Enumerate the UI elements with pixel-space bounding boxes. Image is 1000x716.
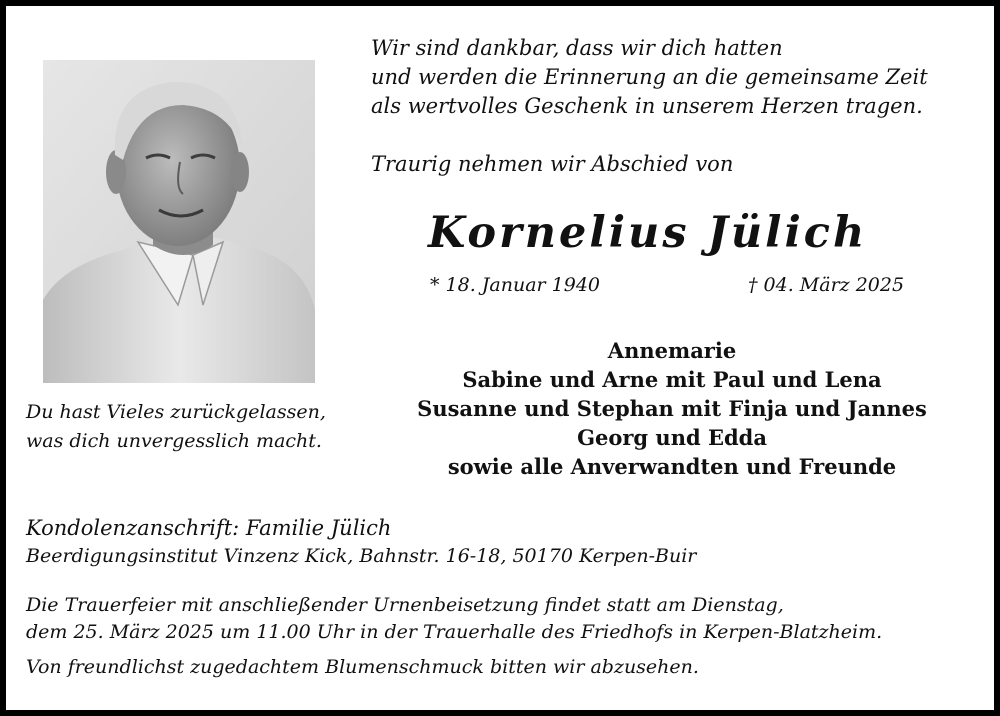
mourner-line: Susanne und Stephan mit Finja und Jannes — [417, 396, 927, 421]
mourners-list — [372, 336, 972, 481]
mourner-line: Sabine und Arne mit Paul und Lena — [462, 367, 882, 392]
ceremony-notice — [26, 592, 882, 646]
verse-line: und werden die Erinnerung an die gemeinsame Zeit — [371, 65, 928, 89]
ceremony-line: Die Trauerfeier mit anschließender Urnenbeisetzung findet statt am Dienstag, — [26, 594, 784, 616]
caption-line: was dich unvergesslich macht. — [26, 430, 322, 452]
portrait-photo — [43, 60, 315, 383]
ceremony-line: dem 25. März 2025 um 11.00 Uhr in der Trauerhalle des Friedhofs in Kerpen-Blatzheim. — [26, 621, 883, 643]
farewell-intro: Traurig nehmen wir Abschied von — [371, 152, 734, 176]
verse-line: als wertvolles Geschenk in unserem Herzen tragen. — [371, 94, 923, 118]
mourner-line: Georg und Edda — [577, 425, 767, 450]
opening-verse — [371, 34, 928, 121]
mourner-line: Annemarie — [607, 338, 737, 363]
verse-line: Wir sind dankbar, dass wir dich hatten — [371, 36, 783, 60]
photo-caption — [26, 398, 326, 456]
flowers-note: Von freundlichst zugedachtem Blumenschmuck bitten wir abzusehen. — [26, 656, 699, 678]
funeral-home-line: Beerdigungsinstitut Vinzenz Kick, Bahnstr. 16-18, 50170 Kerpen-Buir — [26, 545, 697, 567]
mourner-line: sowie alle Anverwandten und Freunde — [447, 454, 897, 479]
portrait-illustration — [43, 60, 315, 383]
caption-line: Du hast Vieles zurückgelassen, — [26, 401, 326, 423]
birth-date: * 18. Januar 1940 — [430, 274, 601, 296]
death-date: † 04. März 2025 — [748, 274, 905, 296]
deceased-name: Kornelius Jülich — [428, 208, 868, 258]
condolence-address — [26, 514, 696, 570]
condolence-contact-line: Kondolenzanschrift: Familie Jülich — [26, 516, 392, 540]
